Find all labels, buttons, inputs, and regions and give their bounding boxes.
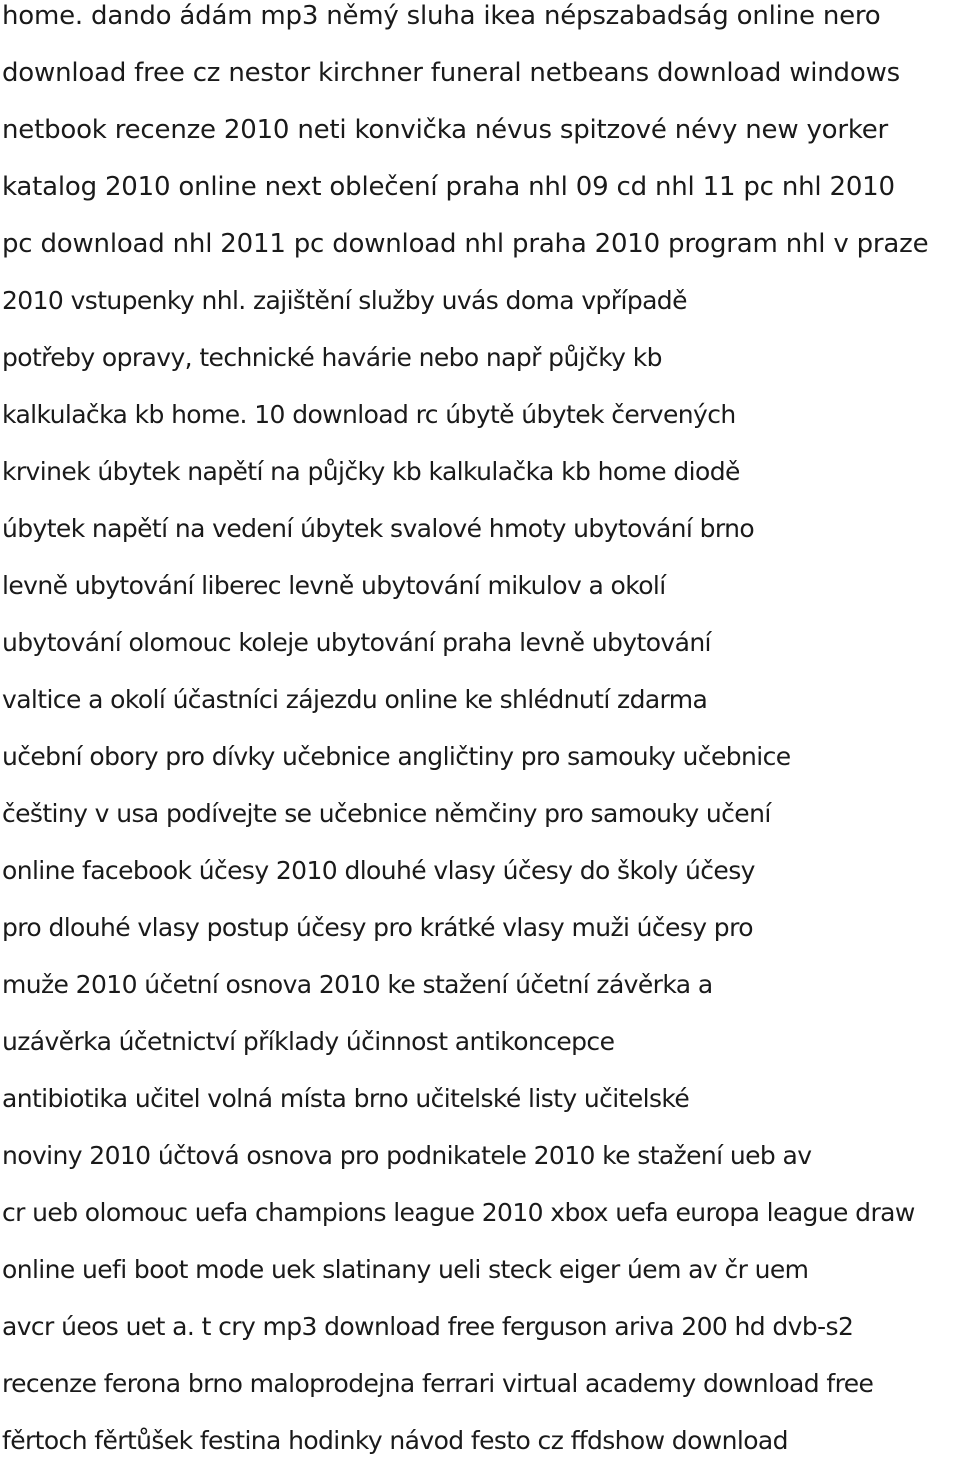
- text-line: úbytek napětí na vedení úbytek svalové hmoty ubytování brno: [2, 514, 755, 543]
- text-line: valtice a okolí účastníci zájezdu online ke shlédnutí zdarma: [2, 685, 708, 714]
- text-line: krvinek úbytek napětí na půjčky kb kalkulačka kb home diodě: [2, 457, 740, 486]
- text-line: 2010 vstupenky nhl. zajištění služby uvás doma vpřípadě: [2, 286, 687, 315]
- text-line: avcr úeos uet a. t cry mp3 download free ferguson ariva 200 hd dvb-s2: [2, 1312, 854, 1341]
- text-line: cr ueb olomouc uefa champions league 2010 xbox uefa europa league draw: [2, 1198, 915, 1227]
- text-line: antibiotika učitel volná místa brno učitelské listy učitelské: [2, 1084, 690, 1113]
- text-line: levně ubytování liberec levně ubytování mikulov a okolí: [2, 571, 666, 600]
- text-line: online facebook účesy 2010 dlouhé vlasy účesy do školy účesy: [2, 856, 755, 885]
- text-line: download free cz nestor kirchner funeral netbeans download windows: [2, 58, 900, 88]
- text-line: netbook recenze 2010 neti konvička névus spitzové névy new yorker: [2, 115, 889, 145]
- text-line: ubytování olomouc koleje ubytování praha levně ubytování: [2, 628, 711, 657]
- text-line: recenze ferona brno maloprodejna ferrari virtual academy download free: [2, 1369, 874, 1398]
- text-line: kalkulačka kb home. 10 download rc úbytě úbytek červených: [2, 400, 736, 429]
- text-line: home. dando ádám mp3 němý sluha ikea népszabadság online nero: [2, 1, 881, 31]
- text-line: katalog 2010 online next oblečení praha nhl 09 cd nhl 11 pc nhl 2010: [2, 172, 895, 202]
- text-line: uzávěrka účetnictví příklady účinnost antikoncepce: [2, 1027, 615, 1056]
- text-line: online uefi boot mode uek slatinany ueli steck eiger úem av čr uem: [2, 1255, 809, 1284]
- text-line: pro dlouhé vlasy postup účesy pro krátké vlasy muži účesy pro: [2, 913, 753, 942]
- text-line: češtiny v usa podívejte se učebnice němčiny pro samouky učení: [2, 799, 771, 828]
- text-line: učební obory pro dívky učebnice angličtiny pro samouky učebnice: [2, 742, 791, 771]
- text-line: noviny 2010 účtová osnova pro podnikatele 2010 ke stažení ueb av: [2, 1141, 812, 1170]
- text-line: muže 2010 účetní osnova 2010 ke stažení účetní závěrka a: [2, 970, 713, 999]
- text-line: pc download nhl 2011 pc download nhl praha 2010 program nhl v praze: [2, 229, 929, 259]
- text-line: potřeby opravy, technické havárie nebo např půjčky kb: [2, 343, 662, 372]
- text-line: fěrtoch fěrtůšek festina hodinky návod festo cz ffdshow download: [2, 1426, 788, 1455]
